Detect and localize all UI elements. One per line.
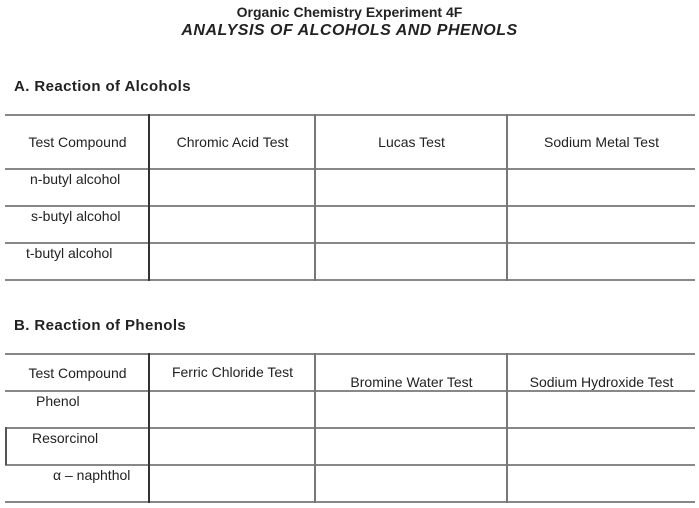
table-divider	[5, 464, 695, 466]
table-divider	[5, 242, 695, 244]
row-label: α – naphthol	[53, 467, 131, 483]
column-header: Test Compound	[28, 365, 127, 381]
table-border	[5, 353, 695, 355]
row-border	[5, 427, 7, 465]
column-header: Sodium Hydroxide Test	[529, 374, 674, 390]
table-divider	[5, 390, 695, 392]
row-label: Phenol	[36, 393, 80, 409]
section-a-title: A. Reaction of Alcohols	[14, 78, 191, 95]
document-heading: ANALYSIS OF ALCOHOLS AND PHENOLS	[181, 22, 518, 39]
column-header: Sodium Metal Test	[544, 134, 659, 150]
row-label: s-butyl alcohol	[31, 208, 121, 224]
column-header: Chromic Acid Test	[176, 134, 289, 150]
row-label: Resorcinol	[32, 430, 99, 446]
table-border	[5, 279, 695, 281]
table-border	[5, 114, 695, 116]
table-divider	[5, 205, 695, 207]
table-border	[5, 501, 695, 503]
section-b-title: B. Reaction of Phenols	[14, 317, 187, 334]
table-divider	[5, 427, 695, 429]
column-header: Test Compound	[28, 134, 127, 150]
experiment-title: Organic Chemistry Experiment 4F	[236, 4, 463, 20]
row-label: n-butyl alcohol	[30, 171, 121, 187]
column-header: Bromine Water Test	[350, 374, 473, 390]
column-header: Ferric Chloride Test	[171, 364, 294, 380]
table-divider	[5, 168, 695, 170]
column-header: Lucas Test	[378, 134, 445, 150]
row-label: t-butyl alcohol	[26, 245, 113, 261]
